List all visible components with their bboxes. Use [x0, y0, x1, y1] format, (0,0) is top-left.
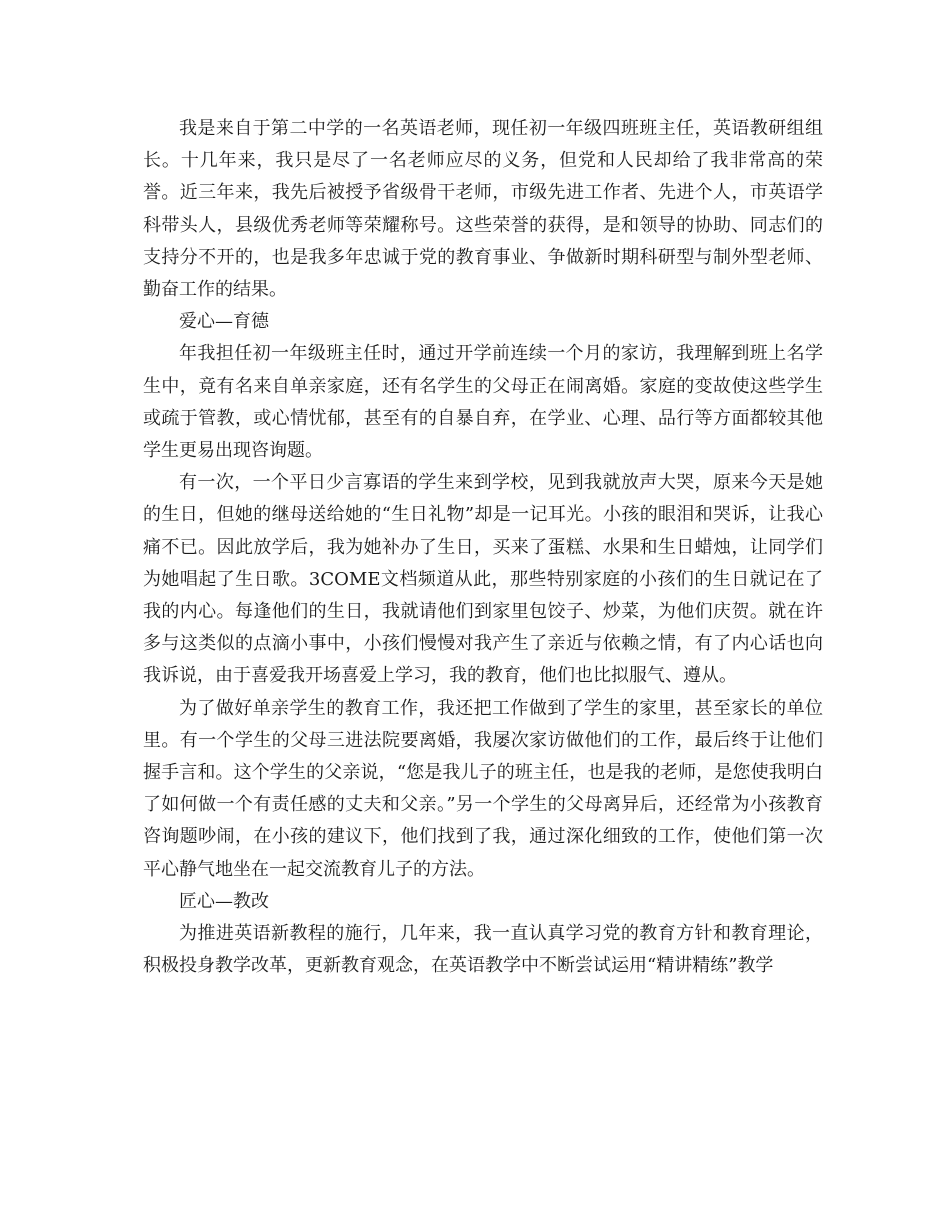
- document-body: [143, 113, 823, 982]
- paragraph-parent-work: 为了做好单亲学生的教育工作，我还把工作做到了学生的家里，甚至家长的单位里。有一个学生的父母三进法院要离婚，我屡次家访做他们的工作，最后终于让他们握手言和。这个学生的父亲说，“您是我儿子的班主任，也是我的老师，是您使我明白了如何做一个有责任感的丈夫和父亲。”另一个学生的父母离异后，还经常为小孩教育咨询题吵闹，在小孩的建议下，他们找到了我，通过深化细致的工作，使他们第一次平心静气地坐在一起交流教育儿子的方法。: [143, 697, 823, 880]
- paragraph-birthday-story: 有一次，一个平日少言寡语的学生来到学校，见到我就放声大哭，原来今天是她的生日，但她的继母送给她的“生日礼物”却是一记耳光。小孩的眼泪和哭诉，让我心痛不已。因此放学后，我为她补办了生日，买来了蛋糕、水果和生日蜡烛，让同学们为她唱起了生日歌。3COME文档频道从此，那些特别家庭的小孩们的生日就记在了我的内心。每逢他们的生日，我就请他们到家里包饺子、炒菜，为他们庆贺。就在许多与这类似的点滴小事中，小孩们慢慢对我产生了亲近与依赖之情，有了内心话也向我诉说，由于喜爱我开场喜爱上学习，我的教育，他们也比拟服气、遵从。: [143, 472, 823, 687]
- section-heading-teaching-reform: 匠心—教改: [179, 890, 269, 912]
- intro-paragraph: 我是来自于第二中学的一名英语老师，现任初一年级四班班主任，英语教研组组长。十几年来，我只是尽了一名老师应尽的义务，但党和人民却给了我非常高的荣誉。近三年来，我先后被授予省级骨干老师，市级先进工作者、先进个人，市英语学科带头人，县级优秀老师等荣耀称号。这些荣誉的获得，是和领导的协助、同志们的支持分不开的，也是我多年忠诚于党的教育事业、争做新时期科研型与制外型老师、勤奋工作的结果。: [143, 118, 823, 301]
- paragraph-teaching-reform: 为推进英语新教程的施行，几年来，我一直认真学习党的教育方针和教育理论，积极投身教学改革，更新教育观念，在英语教学中不断尝试运用“精讲精练”教学: [143, 923, 823, 977]
- section-heading-love-virtue: 爱心—育德: [179, 311, 269, 333]
- paragraph-home-visits: 年我担任初一年级班主任时，通过开学前连续一个月的家访，我理解到班上名学生中，竟有名来自单亲家庭，还有名学生的父母正在闹离婚。家庭的变故使这些学生或疏于管教，或心情忧郁，甚至有的自暴自弃，在学业、心理、品行等方面都较其他学生更易出现咨询题。: [143, 343, 823, 462]
